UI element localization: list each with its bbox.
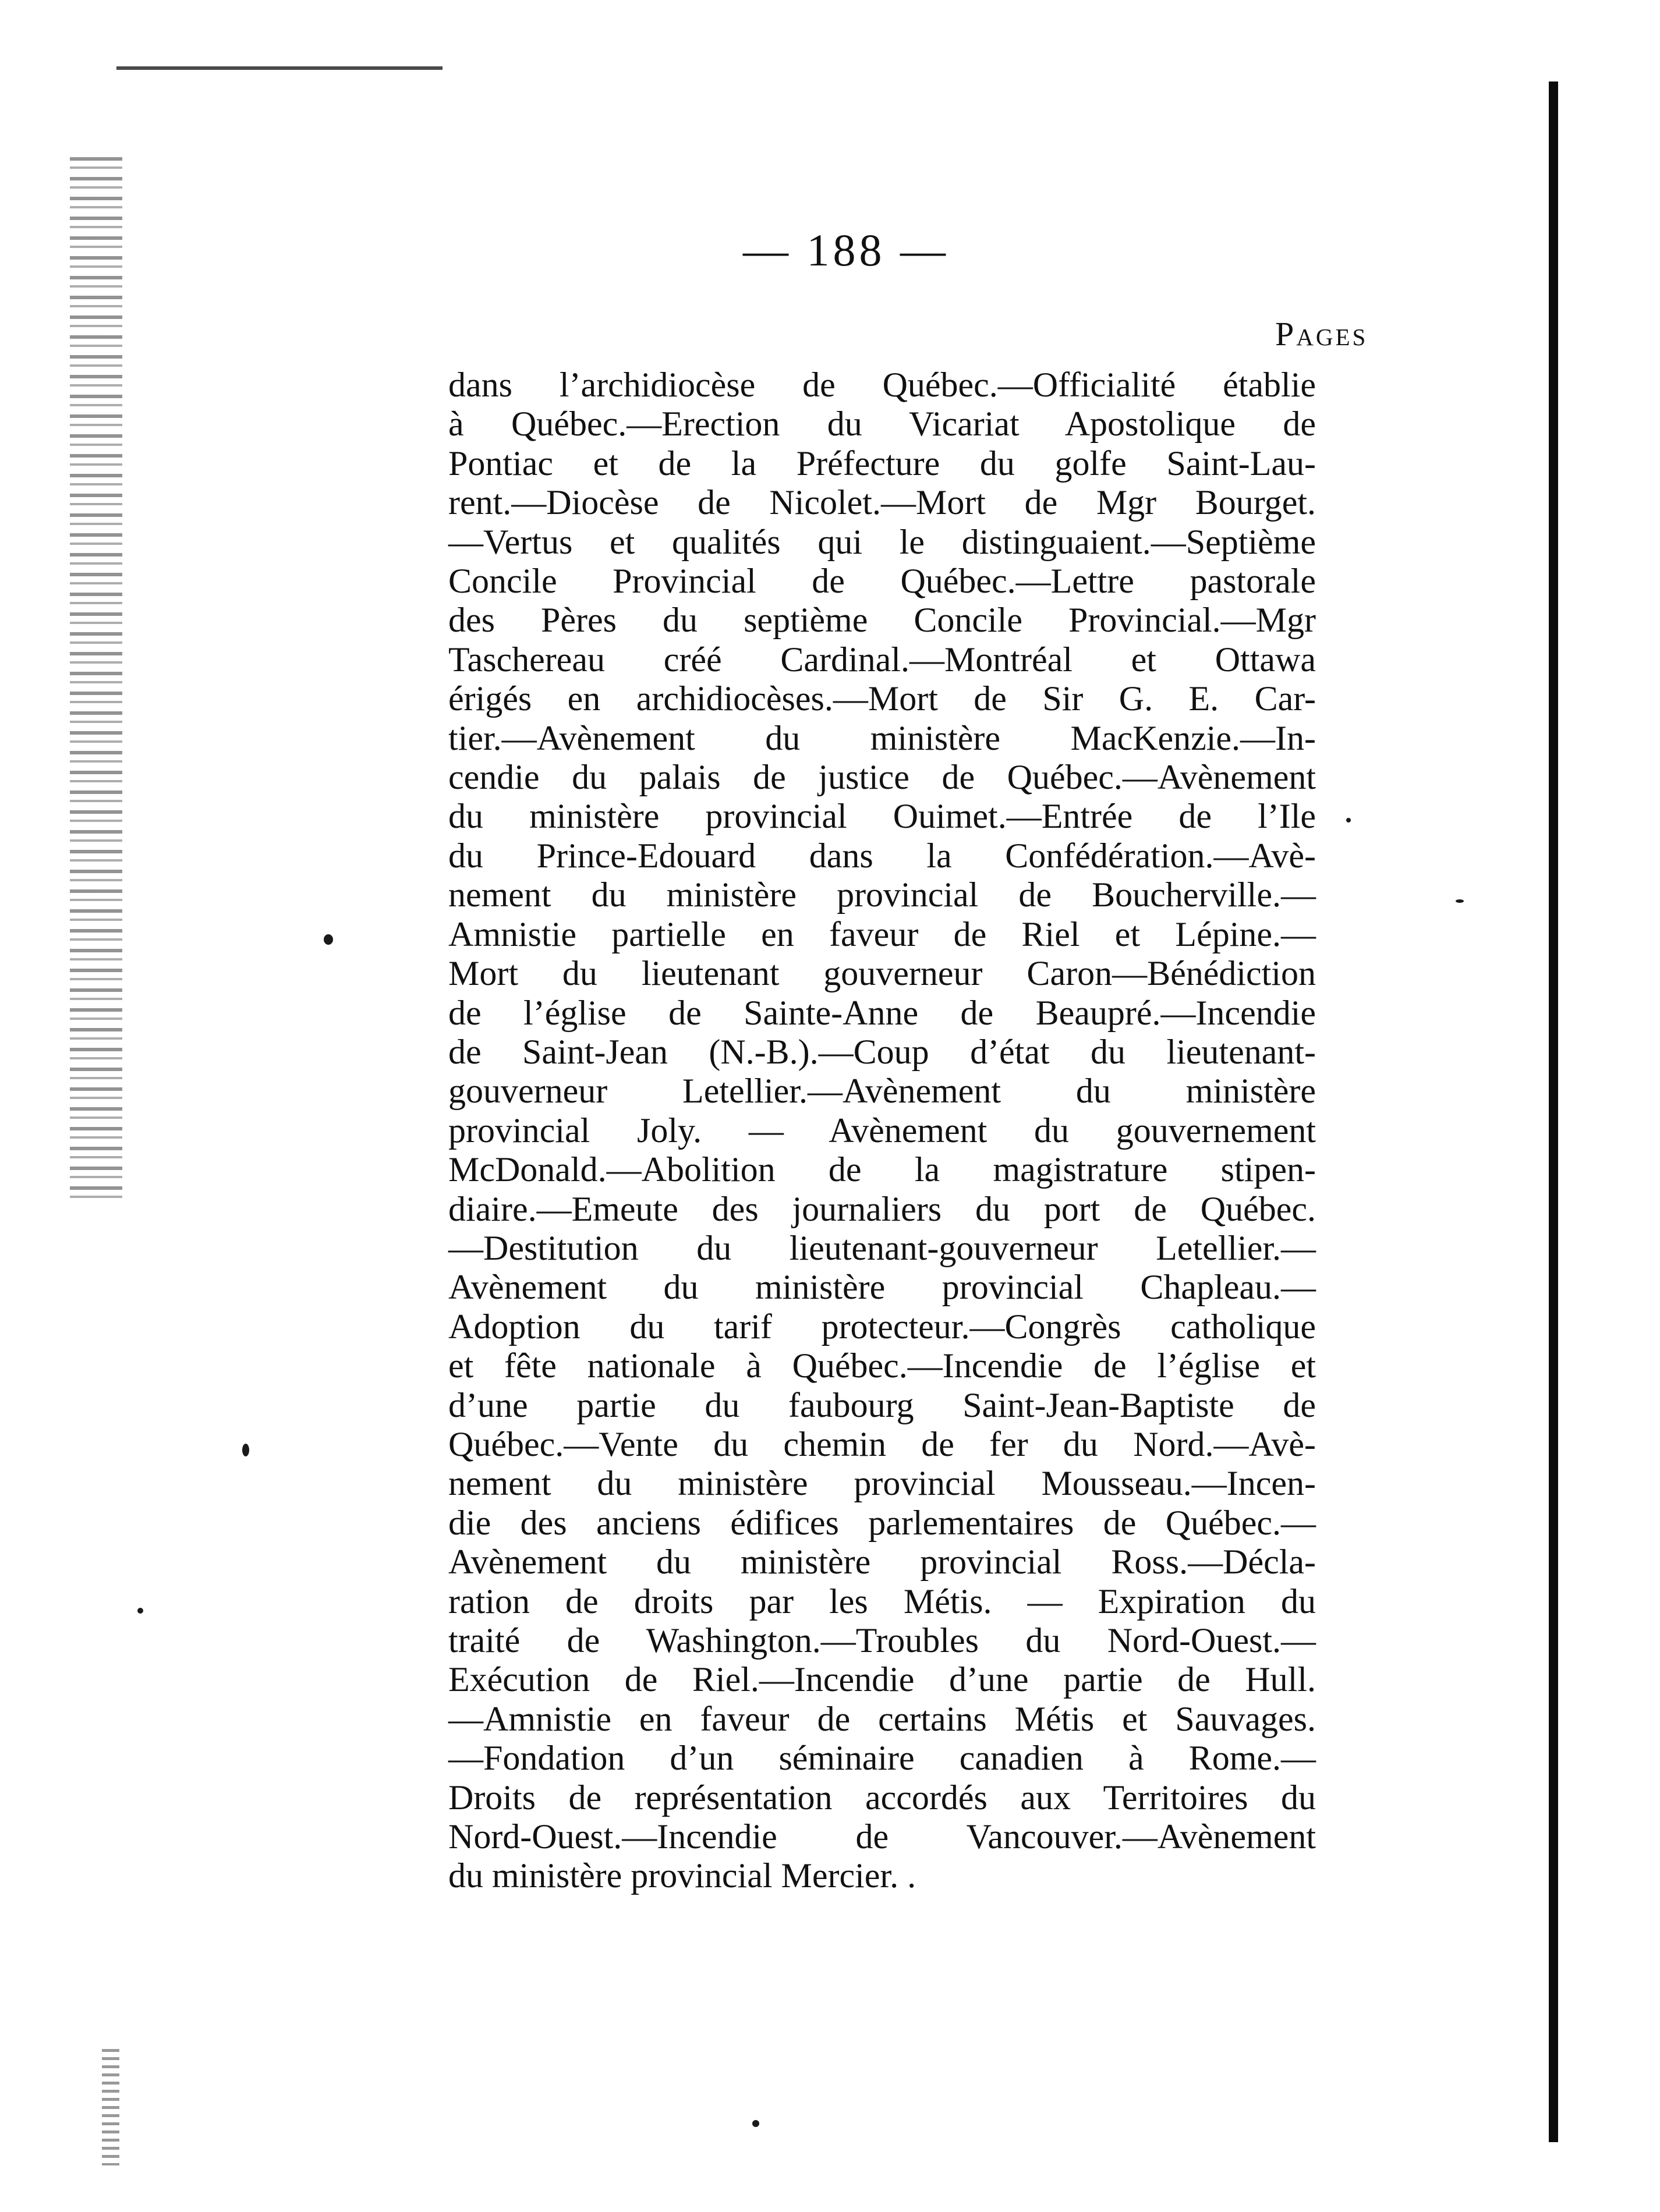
text-line: Amnistie partielle en faveur de Riel et Lépine.— bbox=[448, 914, 1316, 953]
text-line: Pontiac et de la Préfecture du golfe Saint-Lau- bbox=[448, 444, 1316, 483]
page-number: — 188 — bbox=[743, 225, 949, 275]
text-line: des Pères du septième Concile Provincial.—Mgr bbox=[448, 601, 1316, 640]
scan-edge-artifact-lower bbox=[102, 2049, 119, 2165]
column-label-pages: Pages bbox=[1275, 315, 1368, 353]
text-line: provincial Joly. — Avènement du gouvernement bbox=[448, 1111, 1316, 1150]
text-line: de l’église de Sainte-Anne de Beaupré.—Incendie bbox=[448, 993, 1316, 1032]
binding-line bbox=[1549, 81, 1558, 2142]
text-line: nement du ministère provincial de Boucherville.— bbox=[448, 875, 1316, 914]
text-line: Adoption du tarif protecteur.—Congrès catholique bbox=[448, 1307, 1316, 1346]
text-line: du ministère provincial Ouimet.—Entrée de l’Ile bbox=[448, 797, 1316, 836]
text-line: traité de Washington.—Troubles du Nord-Ouest.— bbox=[448, 1621, 1316, 1660]
ink-speck bbox=[752, 2120, 759, 2127]
text-line: de Saint-Jean (N.-B.).—Coup d’état du lieutenant- bbox=[448, 1032, 1316, 1071]
text-line: tier.—Avènement du ministère MacKenzie.—In- bbox=[448, 718, 1316, 757]
text-line: Exécution de Riel.—Incendie d’une partie de Hull. bbox=[448, 1660, 1316, 1699]
text-line: Nord-Ouest.—Incendie de Vancouver.—Avènement bbox=[448, 1817, 1316, 1856]
text-line: Taschereau créé Cardinal.—Montréal et Ottawa bbox=[448, 640, 1316, 679]
text-line: McDonald.—Abolition de la magistrature stipen- bbox=[448, 1150, 1316, 1189]
text-line: Avènement du ministère provincial Ross.—Décla- bbox=[448, 1543, 1316, 1582]
text-line: —Vertus et qualités qui le distinguaient.—Septième bbox=[448, 522, 1316, 561]
scan-edge-artifact bbox=[70, 157, 122, 1205]
text-line: rent.—Diocèse de Nicolet.—Mort de Mgr Bourget. bbox=[448, 483, 1316, 522]
text-line: nement du ministère provincial Mousseau.—Incen- bbox=[448, 1464, 1316, 1503]
text-line: d’une partie du faubourg Saint-Jean-Baptiste de bbox=[448, 1385, 1316, 1424]
text-line: cendie du palais de justice de Québec.—Avènement bbox=[448, 758, 1316, 797]
text-line: à Québec.—Erection du Vicariat Apostolique de bbox=[448, 405, 1316, 444]
text-line: Mort du lieutenant gouverneur Caron—Bénédiction bbox=[448, 954, 1316, 993]
body-text bbox=[448, 366, 1316, 1896]
top-rule bbox=[116, 66, 443, 70]
ink-speck bbox=[1456, 899, 1464, 903]
text-line: et fête nationale à Québec.—Incendie de l’église et bbox=[448, 1346, 1316, 1385]
text-line: diaire.—Emeute des journaliers du port de Québec. bbox=[448, 1189, 1316, 1228]
text-line: —Amnistie en faveur de certains Métis et Sauvages. bbox=[448, 1699, 1316, 1738]
text-line: Québec.—Vente du chemin de fer du Nord.—Avè- bbox=[448, 1424, 1316, 1463]
text-line: —Destitution du lieutenant-gouverneur Letellier.— bbox=[448, 1228, 1316, 1267]
ink-speck bbox=[1346, 818, 1351, 823]
text-line: die des anciens édifices parlementaires de Québec.— bbox=[448, 1503, 1316, 1542]
text-line: ration de droits par les Métis. — Expiration du bbox=[448, 1582, 1316, 1621]
text-line: Avènement du ministère provincial Chapleau.— bbox=[448, 1268, 1316, 1307]
text-line: du ministère provincial Mercier. . bbox=[448, 1856, 916, 1895]
ink-speck bbox=[242, 1444, 249, 1456]
text-line: Droits de représentation accordés aux Territoires du bbox=[448, 1778, 1316, 1817]
text-line: gouverneur Letellier.—Avènement du ministère bbox=[448, 1072, 1316, 1111]
text-line: dans l’archidiocèse de Québec.—Officialité établie bbox=[448, 366, 1316, 404]
text-line: érigés en archidiocèses.—Mort de Sir G. E. Car- bbox=[448, 679, 1316, 718]
text-line: du Prince-Edouard dans la Confédération.—Avè- bbox=[448, 836, 1316, 875]
text-line: Concile Provincial de Québec.—Lettre pastorale bbox=[448, 562, 1316, 601]
ink-speck bbox=[137, 1608, 143, 1614]
text-line: —Fondation d’un séminaire canadien à Rome.— bbox=[448, 1739, 1316, 1778]
ink-speck bbox=[324, 934, 333, 945]
